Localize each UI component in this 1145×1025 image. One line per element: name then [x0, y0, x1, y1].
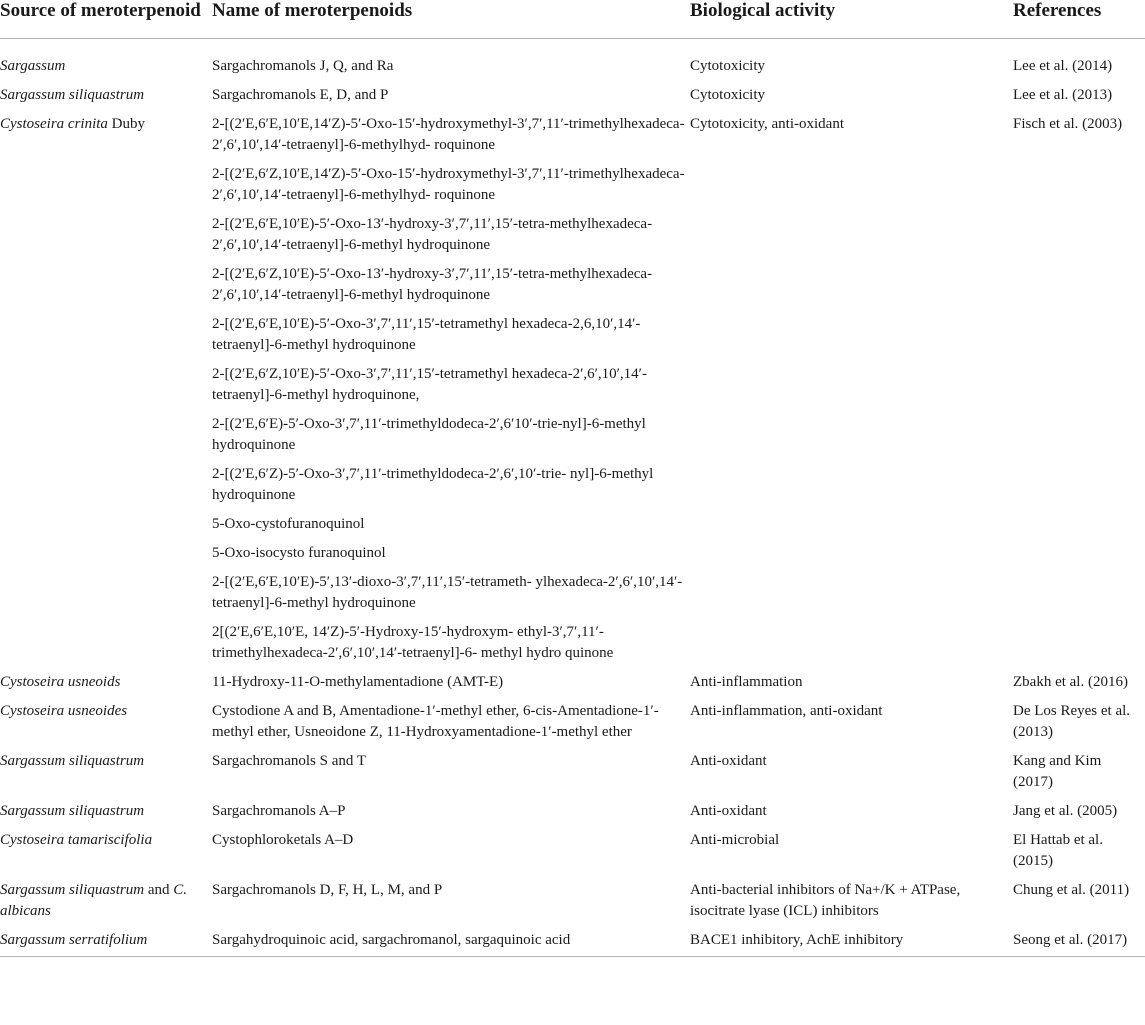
cell-reference	[1013, 406, 1145, 456]
table-row	[0, 406, 1145, 456]
source-qualifier: Duby	[107, 116, 146, 132]
cell-name: 11-Hydroxy-11-O-methylamentadione (AMT-E)	[212, 674, 504, 690]
table-row	[0, 872, 1145, 922]
cell-activity: Anti-oxidant	[690, 753, 767, 769]
table-row	[0, 77, 1145, 106]
cell-source	[0, 693, 212, 743]
cell-name: Sargahydroquinoic acid, sargachromanol, sargaquinoic acid	[212, 932, 571, 948]
cell-name: 2-[(2′E,6′E,10′E)-5′,13′-dioxo-3′,7′,11′,15′-tetrameth- ylhexadeca-2′,6′,10′,14′-tetraenyl]-6-methyl hydroquinone	[212, 574, 683, 611]
cell-name: 2-[(2′E,6′E,10′E,14′Z)-5′-Oxo-15′-hydroxymethyl-3′,7′,11′-trimethylhexadeca-2′,6′,10′,14′-tetraenyl]-6-methylhyd- roquinone	[212, 116, 685, 153]
cell-name: 2[(2′E,6′E,10′E, 14′Z)-5′-Hydroxy-15′-hydroxym- ethyl-3′,7′,11′-trimethylhexadeca-2′,6′,10′,14′-tetraenyl]-6- methyl hydro quinone	[212, 624, 614, 661]
cell-reference	[1013, 206, 1145, 256]
cell-activity: Anti-inflammation	[690, 674, 803, 690]
cell-reference: Chung et al. (2011)	[1013, 882, 1130, 898]
cell-source	[0, 822, 212, 872]
cell-name: 5-Oxo-cystofuranoquinol	[212, 516, 365, 532]
cell-source	[0, 614, 212, 664]
cell-name: Cystophloroketals A–D	[212, 832, 354, 848]
cell-source	[0, 406, 212, 456]
table-header	[0, 0, 1145, 39]
cell-name: Cystodione A and B, Amentadione-1′-methyl ether, 6-cis-Amentadione-1′-methyl ether, Usneoidone Z, 11-Hydroxyamentadione-1′-methyl ether	[212, 703, 659, 740]
cell-reference	[1013, 506, 1145, 535]
table-row	[0, 822, 1145, 872]
cell-reference: Seong et al. (2017)	[1013, 932, 1128, 948]
cell-activity: Cytotoxicity, anti-oxidant	[690, 116, 845, 132]
table-row	[0, 693, 1145, 743]
cell-source	[0, 664, 212, 693]
table-body	[0, 39, 1145, 957]
header-row	[0, 0, 1145, 39]
source-species: Sargassum siliquastrum	[0, 753, 145, 769]
cell-activity: Anti-oxidant	[690, 803, 767, 819]
cell-name: Sargachromanols J, Q, and Ra	[212, 58, 394, 74]
cell-reference	[1013, 535, 1145, 564]
cell-activity: Anti-microbial	[690, 832, 780, 848]
cell-activity: Anti-inflammation, anti-oxidant	[690, 703, 883, 719]
cell-activity	[690, 406, 1013, 456]
header-references: References	[1013, 0, 1145, 39]
cell-name: Sargachromanols S and T	[212, 753, 367, 769]
cell-reference	[1013, 256, 1145, 306]
cell-source	[0, 156, 212, 206]
cell-name: Sargachromanols A–P	[212, 803, 346, 819]
cell-source	[0, 106, 212, 156]
cell-reference	[1013, 614, 1145, 664]
cell-source	[0, 206, 212, 256]
table-row	[0, 922, 1145, 957]
table-row	[0, 356, 1145, 406]
cell-name: Sargachromanols D, F, H, L, M, and P	[212, 882, 443, 898]
cell-name: Sargachromanols E, D, and P	[212, 87, 389, 103]
cell-activity	[690, 456, 1013, 506]
table-row	[0, 206, 1145, 256]
source-species: Sargassum siliquastrum	[0, 882, 145, 898]
source-species: Sargassum siliquastrum	[0, 803, 145, 819]
header-name: Name of meroterpenoids	[212, 0, 690, 39]
table-row	[0, 456, 1145, 506]
source-qualifier: and	[144, 882, 170, 898]
cell-reference: De Los Reyes et al. (2013)	[1013, 703, 1131, 740]
header-source: Source of meroterpenoid	[0, 0, 212, 39]
table-row	[0, 506, 1145, 535]
cell-source	[0, 39, 212, 78]
cell-source	[0, 535, 212, 564]
source-species: Sargassum	[0, 58, 66, 74]
cell-name: 2-[(2′E,6′E,10′E)-5′-Oxo-13′-hydroxy-3′,7′,11′,15′-tetra-methylhexadeca-2′,6′,10′,14′-tetraenyl]-6-methyl hydroquinone	[212, 216, 653, 253]
table-row	[0, 564, 1145, 614]
table-row	[0, 614, 1145, 664]
cell-reference	[1013, 356, 1145, 406]
table-row	[0, 256, 1145, 306]
cell-reference: Zbakh et al. (2016)	[1013, 674, 1128, 690]
cell-name: 2-[(2′E,6′Z,10′E)-5′-Oxo-13′-hydroxy-3′,7′,11′,15′-tetra-methylhexadeca-2′,6′,10′,14′-tetraenyl]-6-methyl hydroquinone	[212, 266, 653, 303]
source-species: Cystoseira usneoides	[0, 703, 128, 719]
table-row	[0, 535, 1145, 564]
cell-activity: Anti-bacterial inhibitors of Na+/K + ATPase, isocitrate lyase (ICL) inhibitors	[690, 882, 961, 919]
cell-activity: Cytotoxicity	[690, 58, 765, 74]
source-species: Cystoseira crinita	[0, 116, 108, 132]
cell-source	[0, 872, 212, 922]
table-row	[0, 39, 1145, 78]
cell-reference	[1013, 456, 1145, 506]
table-row	[0, 793, 1145, 822]
table-row	[0, 743, 1145, 793]
cell-activity	[690, 206, 1013, 256]
cell-reference: El Hattab et al. (2015)	[1013, 832, 1103, 869]
cell-source	[0, 306, 212, 356]
table-row	[0, 306, 1145, 356]
cell-reference: Lee et al. (2014)	[1013, 58, 1113, 74]
source-species: Cystoseira tamariscifolia	[0, 832, 153, 848]
cell-activity	[690, 256, 1013, 306]
cell-name: 2-[(2′E,6′E)-5′-Oxo-3′,7′,11′-trimethyldodeca-2′,6′10′-trie-nyl]-6-methyl hydroquinone	[212, 416, 646, 453]
cell-reference: Lee et al. (2013)	[1013, 87, 1113, 103]
cell-name: 2-[(2′E,6′E,10′E)-5′-Oxo-3′,7′,11′,15′-tetramethyl hexadeca-2,6,10′,14′-tetraenyl]-6-methyl hydroquinone	[212, 316, 641, 353]
cell-activity: BACE1 inhibitory, AchE inhibitory	[690, 932, 904, 948]
cell-name: 2-[(2′E,6′Z,10′E,14′Z)-5′-Oxo-15′-hydroxymethyl-3′,7′,11′-trimethylhexadeca-2′,6′,10′,14′-tetraenyl]-6-methylhyd- roquinone	[212, 166, 685, 203]
cell-source	[0, 922, 212, 957]
cell-source	[0, 456, 212, 506]
cell-source	[0, 77, 212, 106]
header-activity: Biological activity	[690, 0, 1013, 39]
cell-source	[0, 564, 212, 614]
cell-source	[0, 356, 212, 406]
cell-source	[0, 793, 212, 822]
cell-activity	[690, 156, 1013, 206]
cell-activity	[690, 535, 1013, 564]
cell-activity	[690, 356, 1013, 406]
cell-name: 2-[(2′E,6′Z)-5′-Oxo-3′,7′,11′-trimethyldodeca-2′,6′,10′-trie- nyl]-6-methyl hydroquinone	[212, 466, 654, 503]
cell-name: 2-[(2′E,6′Z,10′E)-5′-Oxo-3′,7′,11′,15′-tetramethyl hexadeca-2′,6′,10′,14′-tetraenyl]-6-methyl hydroquinone,	[212, 366, 647, 403]
cell-reference	[1013, 564, 1145, 614]
cell-activity	[690, 614, 1013, 664]
cell-source	[0, 256, 212, 306]
cell-reference	[1013, 156, 1145, 206]
cell-source	[0, 506, 212, 535]
cell-reference: Kang and Kim (2017)	[1013, 753, 1102, 790]
cell-activity	[690, 506, 1013, 535]
source-species: Cystoseira usneoids	[0, 674, 121, 690]
cell-reference: Jang et al. (2005)	[1013, 803, 1118, 819]
cell-source	[0, 743, 212, 793]
source-species: Sargassum siliquastrum	[0, 87, 145, 103]
table-row	[0, 106, 1145, 156]
source-species-2: C. albicans	[0, 882, 187, 919]
cell-activity: Cytotoxicity	[690, 87, 765, 103]
source-species: Sargassum serratifolium	[0, 932, 148, 948]
cell-activity	[690, 306, 1013, 356]
cell-name: 5-Oxo-isocysto furanoquinol	[212, 545, 386, 561]
table-row	[0, 156, 1145, 206]
cell-reference	[1013, 306, 1145, 356]
cell-activity	[690, 564, 1013, 614]
table-row	[0, 664, 1145, 693]
cell-reference: Fisch et al. (2003)	[1013, 116, 1123, 132]
